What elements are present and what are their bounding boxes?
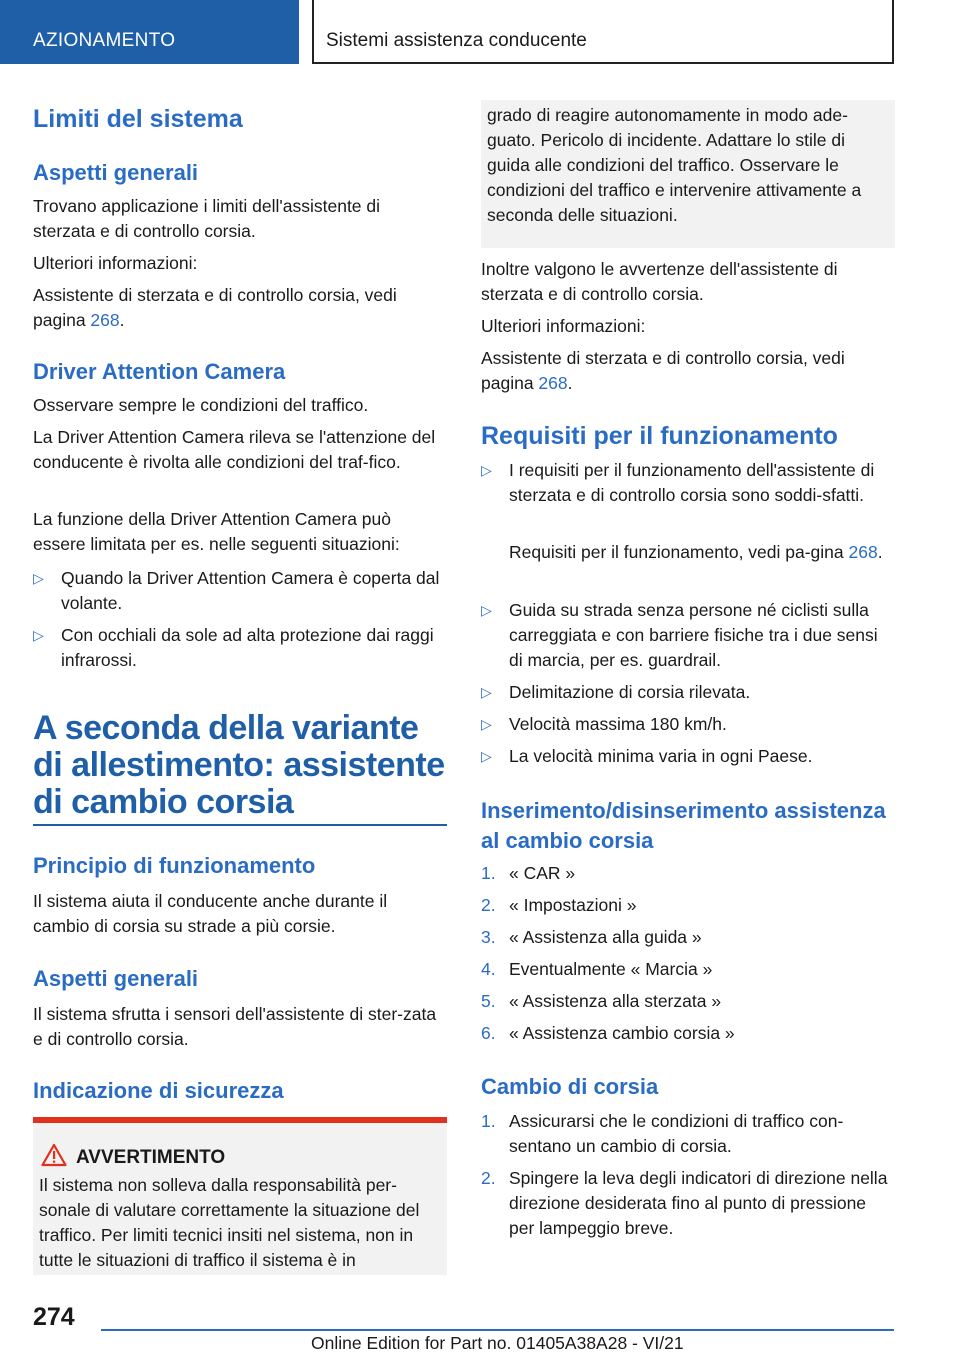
paragraph-more-info-2: Ulteriori informazioni: — [481, 316, 646, 336]
paragraph-camera-limited: La funzione della Driver Attention Camera può essere limitata per es. nelle seguenti situazioni: — [33, 509, 400, 554]
list-item: ▷ Con occhiali da sole ad alta protezione dai raggi infrarossi. — [33, 625, 434, 670]
header-section-label: AZIONAMENTO — [33, 30, 176, 51]
warning-box — [33, 1117, 447, 1275]
paragraph-requirements-reference: Requisiti per il funzionamento, vedi pa-gina 268. — [509, 542, 883, 562]
list-item: ▷ Guida su strada senza persone né ciclisti sulla carreggiata e con barriere fisiche tra i due sensi di marcia, per es. guardrail. — [481, 600, 878, 670]
list-item: ▷ I requisiti per il funzionamento dell'assistente di sterzata e di controllo corsia sono soddi-sfatti. — [481, 460, 875, 505]
heading-underline — [33, 824, 447, 826]
heading-lane-change: Cambio di corsia — [481, 1074, 659, 1099]
triangle-right-outline-icon: ▷ — [481, 748, 492, 764]
list-item: 5. « Assistenza alla sterzata » — [481, 991, 722, 1011]
footer-rule — [101, 1329, 894, 1331]
heading-operating-principle: Principio di funzionamento — [33, 853, 316, 878]
heading-system-limits: Limiti del sistema — [33, 105, 243, 133]
list-item: 6. « Assistenza cambio corsia » — [481, 1023, 735, 1043]
heading-safety-note: Indicazione di sicurezza — [33, 1078, 284, 1103]
triangle-right-outline-icon: ▷ — [481, 716, 492, 732]
list-item: ▷ Quando la Driver Attention Camera è coperta dal volante. — [33, 568, 440, 613]
page-link[interactable]: 268 — [538, 373, 568, 393]
warning-bar — [33, 1117, 447, 1123]
header-section-tab — [0, 0, 299, 64]
heading-driver-attention-camera: Driver Attention Camera — [33, 359, 286, 384]
warning-body: Il sistema non solleva dalla responsabilità per-sonale di valutare correttamente la situazione del traffico. Per limiti tecnici insiti nel sistema, non in tutte le situazioni di traffico il sistema è in — [39, 1175, 420, 1270]
list-item: 1. « CAR » — [481, 863, 576, 883]
paragraph-general-limits: Trovano applicazione i limiti dell'assistente di sterzata e di controllo corsia. — [33, 196, 381, 241]
list-item: 3. « Assistenza alla guida » — [481, 927, 702, 947]
triangle-right-outline-icon: ▷ — [481, 462, 492, 478]
header-chapter-box — [312, 0, 894, 64]
heading-requirements: Requisiti per il funzionamento — [481, 422, 838, 450]
triangle-right-outline-icon: ▷ — [481, 602, 492, 618]
warning-body-continued: grado di reagire autonomamente in modo ade-guato. Pericolo di incidente. Adattare lo stile di guida alle condizioni del traffico. Osservare le condizioni del traffico e intervenire attivamente a seconda delle situazioni. — [487, 105, 862, 225]
paragraph-principle: Il sistema aiuta il conducente anche durante il cambio di corsia su strade a più corsie. — [33, 891, 388, 936]
heading-activation: Inserimento/disinserimento assistenza al cambio corsia — [481, 798, 886, 853]
list-item: ▷ La velocità minima varia in ogni Paese. — [481, 744, 895, 769]
header-chapter-label: Sistemi assistenza conducente — [326, 30, 587, 51]
paragraph-camera-detects: La Driver Attention Camera rileva se l'attenzione del conducente è rivolta alle condizioni del traf-fico. — [33, 427, 436, 472]
heading-lane-change-assistant: A seconda della variante di allestimento: assistente di cambio corsia — [33, 709, 445, 821]
triangle-right-outline-icon: ▷ — [481, 684, 492, 700]
footer-edition: Online Edition for Part no. 01405A38A28 - VI/21 — [311, 1333, 684, 1353]
warning-box-continued — [481, 100, 895, 248]
list-item: 2. « Impostazioni » — [481, 895, 637, 915]
paragraph-page-reference: Assistente di sterzata e di controllo corsia, vedi pagina 268. — [33, 285, 397, 330]
heading-general-aspects-2: Aspetti generali — [33, 966, 199, 991]
triangle-right-outline-icon: ▷ — [33, 627, 44, 643]
paragraph-page-reference-2: Assistente di sterzata e di controllo corsia, vedi pagina 268. — [481, 348, 845, 393]
paragraph-camera-observe: Osservare sempre le condizioni del traffico. — [33, 395, 369, 415]
paragraph-sensors: Il sistema sfrutta i sensori dell'assistente di ster-zata e di controllo corsia. — [33, 1004, 437, 1049]
warning-title: AVVERTIMENTO — [76, 1147, 226, 1168]
list-item: 1. Assicurarsi che le condizioni di traffico con-sentano un cambio di corsia. — [481, 1111, 844, 1156]
paragraph-also-apply: Inoltre valgono le avvertenze dell'assistente di sterzata e di controllo corsia. — [481, 259, 838, 304]
triangle-right-outline-icon: ▷ — [33, 570, 44, 586]
list-item: ▷ Velocità massima 180 km/h. — [481, 712, 895, 737]
page-number: 274 — [33, 1303, 75, 1331]
page-link[interactable]: 268 — [90, 310, 120, 330]
list-item: ▷ Delimitazione di corsia rilevata. — [481, 680, 895, 705]
list-item: 2. Spingere la leva degli indicatori di direzione nella direzione desiderata fino al punto di pressione per lampeggio breve. — [481, 1168, 888, 1238]
heading-general-aspects: Aspetti generali — [33, 160, 199, 185]
list-item: 4. Eventualmente « Marcia » — [481, 959, 713, 979]
paragraph-more-info: Ulteriori informazioni: — [33, 253, 198, 273]
page-link[interactable]: 268 — [848, 542, 878, 562]
warning-triangle-icon — [41, 1143, 67, 1167]
